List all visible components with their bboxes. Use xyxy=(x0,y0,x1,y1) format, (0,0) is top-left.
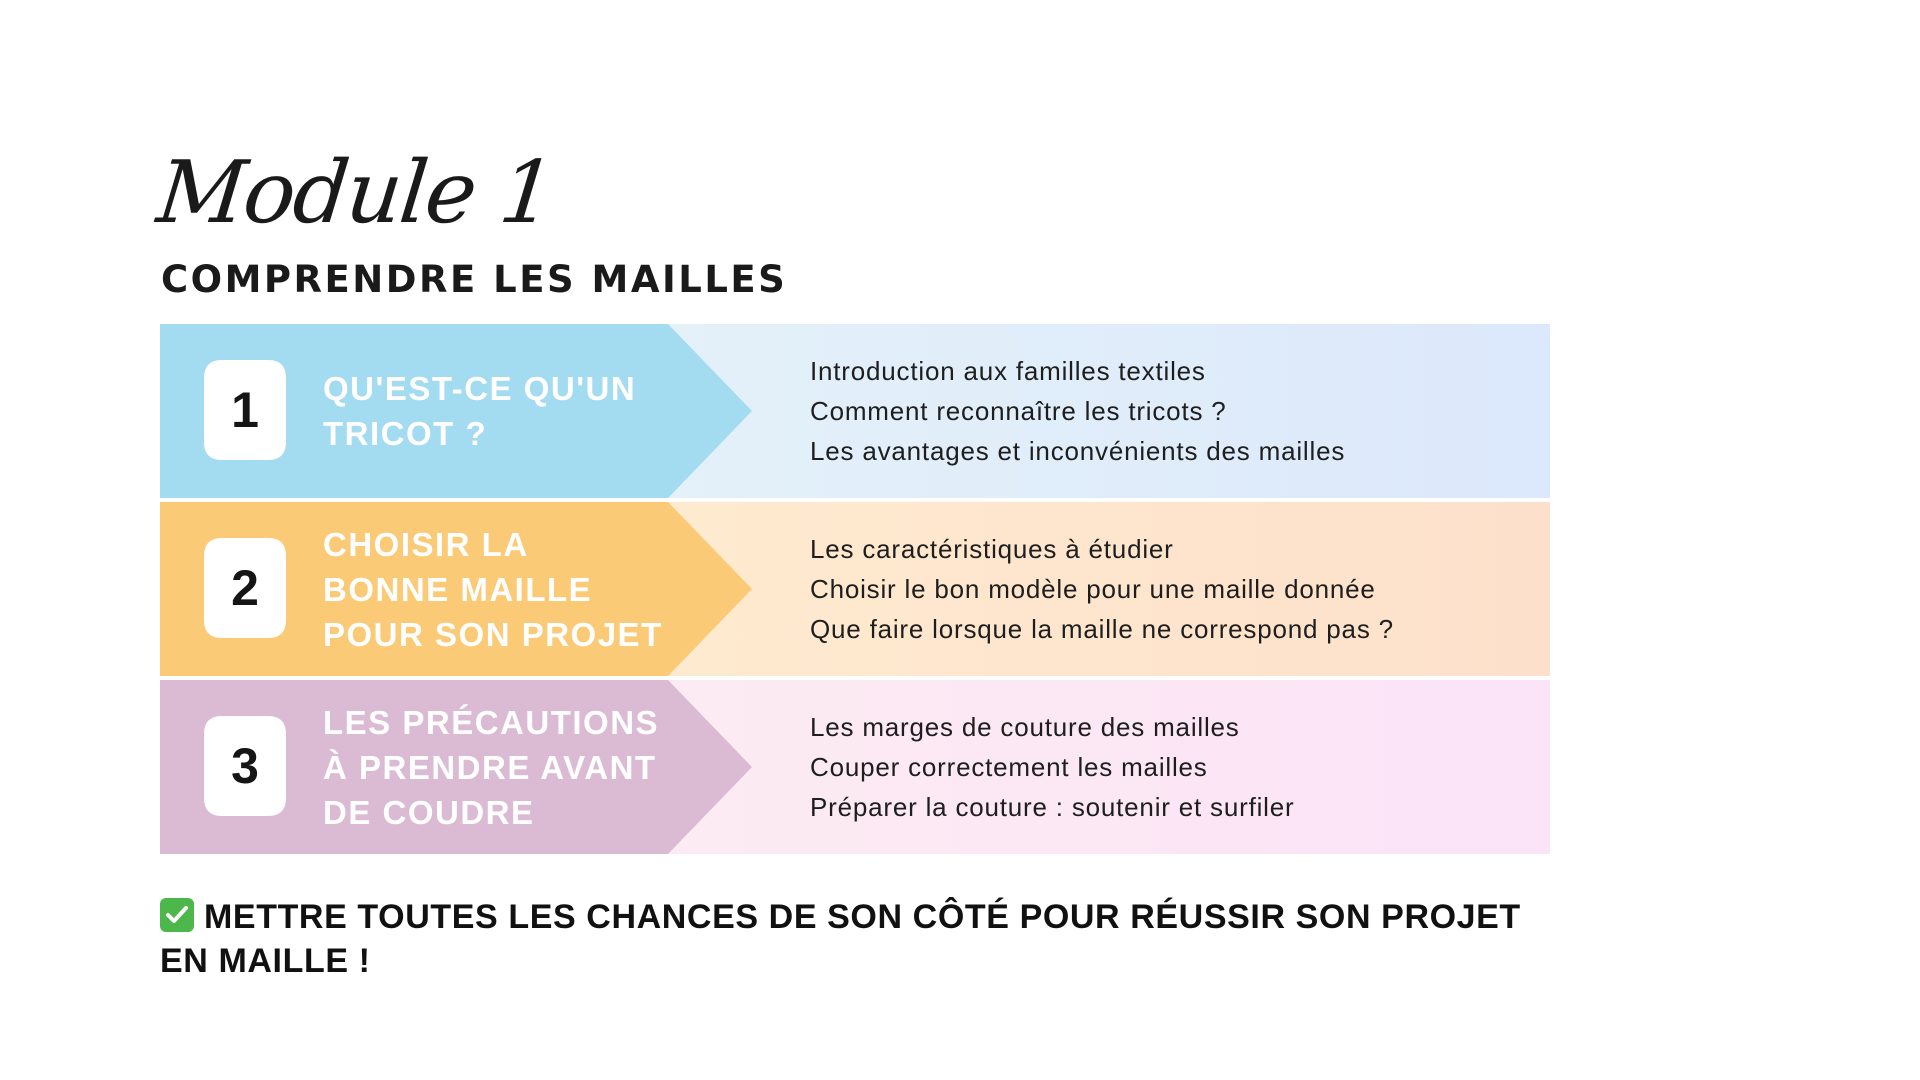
step-2-detail-item: Que faire lorsque la maille ne correspond pas ? xyxy=(810,614,1394,644)
step-1-title-line: TRICOT ? xyxy=(323,415,488,452)
step-1-detail-item: Comment reconnaître les tricots ? xyxy=(810,396,1227,426)
step-2-title-line: BONNE MAILLE xyxy=(323,570,593,608)
step-1-number: 1 xyxy=(231,382,259,438)
module-steps xyxy=(160,324,1550,858)
step-2-details xyxy=(810,502,1394,676)
step-1-detail-item: Les avantages et inconvénients des mailles xyxy=(810,436,1346,466)
step-row-2 xyxy=(160,502,1550,676)
step-3-number-badge xyxy=(204,716,286,816)
step-2-detail-item: Choisir le bon modèle pour une maille donnée xyxy=(810,574,1376,604)
step-3-detail-item: Couper correctement les mailles xyxy=(810,752,1208,782)
step-3-title-line: DE COUDRE xyxy=(323,793,535,831)
step-1-detail-item: Introduction aux familles textiles xyxy=(810,356,1206,386)
footer-goal xyxy=(160,895,1560,983)
step-3-number: 3 xyxy=(231,738,259,794)
check-mark-icon xyxy=(160,898,194,932)
step-2-title-line: CHOISIR LA xyxy=(323,525,529,563)
step-2-title-line: POUR SON PROJET xyxy=(323,615,663,653)
step-2-detail-item: Les caractéristiques à étudier xyxy=(810,534,1174,564)
step-2-title xyxy=(323,502,743,676)
step-3-title-line: LES PRÉCAUTIONS xyxy=(323,703,660,741)
step-3-detail-item: Préparer la couture : soutenir et surfiler xyxy=(810,792,1295,822)
module-subtitle: COMPRENDRE LES MAILLES xyxy=(161,258,788,301)
step-2-number: 2 xyxy=(231,560,259,616)
step-1-number-badge xyxy=(204,360,286,460)
step-3-title-line: À PRENDRE AVANT xyxy=(323,748,657,786)
step-3-detail-item: Les marges de couture des mailles xyxy=(810,712,1240,742)
step-3-title xyxy=(323,680,743,854)
module-title: Module 1 xyxy=(152,143,558,243)
step-3-details xyxy=(810,680,1294,854)
step-1-title xyxy=(323,324,743,498)
step-row-3 xyxy=(160,680,1550,854)
step-1-details xyxy=(810,324,1345,498)
footer-goal-text: METTRE TOUTES LES CHANCES DE SON CÔTÉ POUR RÉUSSIR SON PROJET EN MAILLE ! xyxy=(160,898,1521,980)
step-1-title-line: QU'EST-CE QU'UN xyxy=(323,370,637,407)
step-2-number-badge xyxy=(204,538,286,638)
step-row-1 xyxy=(160,324,1550,498)
